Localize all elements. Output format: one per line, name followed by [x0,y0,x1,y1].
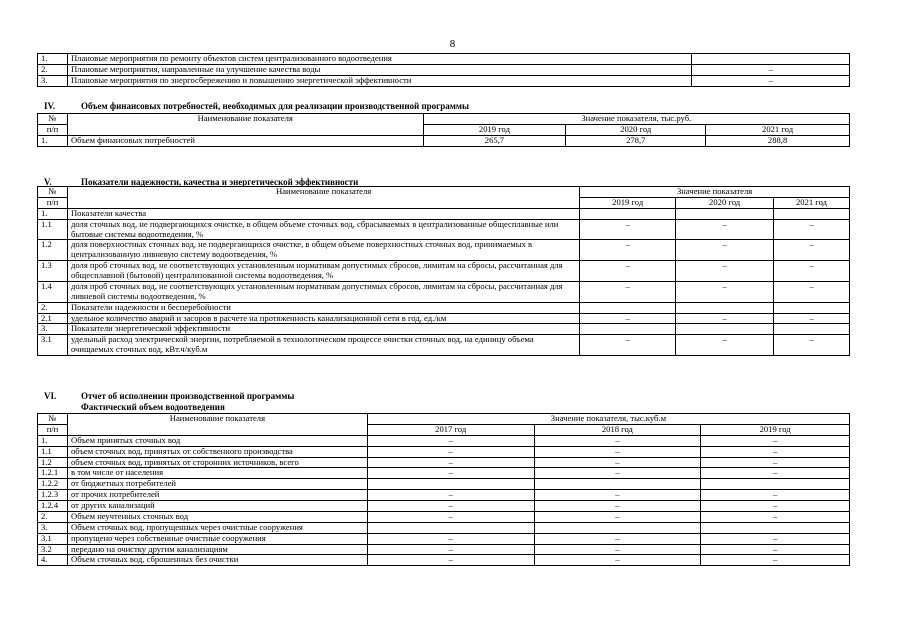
row-value: – [676,313,774,324]
row-value: – [774,219,850,240]
row-number: 1.1 [38,219,68,240]
row-value: – [534,468,701,479]
row-value: – [534,533,701,544]
row-label: в том числе от населения [67,468,367,479]
row-value: – [701,468,850,479]
row-label: доля сточных вод, не подвергающихся очистке, в общем объеме сточных вод, сбрасываемых в централизованные общесплавные или бытовые системы водоотведения, % [67,219,579,240]
row-value [534,479,701,490]
year-header: 2021 год [774,197,850,208]
section-4-number: IV. [44,101,56,111]
header-value: Значение показателя, тыс.куб.м [367,414,849,425]
row-value: – [676,335,774,356]
header-name: Наименование показателя [67,187,579,209]
year-header: 2019 год [423,124,566,135]
row-label: доля проб сточных вод, не соответствующих установленным нормативам допустимых сбросов, лимитам на сбросы, рассчитанная для общесплавной (бытовой) централизованной системы водоотведения, % [67,261,579,282]
row-number: 1.2.1 [38,468,68,479]
row-value: – [367,533,534,544]
row-label: Объем сточных вод, пропущенных через очистные сооружения [67,522,367,533]
row-label: Объем финансовых потребностей [67,135,423,146]
row-label: Плановые мероприятия, направленные на улучшение качества воды [67,64,691,75]
row-value: – [367,555,534,566]
row-number: 1.2.2 [38,479,68,490]
row-value: – [701,555,850,566]
row-label: от бюджетных потребителей [67,479,367,490]
section-6-heading [44,391,294,401]
header-num: № [38,187,68,198]
year-header: 2021 год [706,124,850,135]
header-num-2: п/п [38,124,68,135]
row-value: – [580,240,676,261]
table-row [38,501,850,512]
row-value [367,479,534,490]
year-header: 2019 год [701,424,850,435]
row-number: 3.1 [38,335,68,356]
row-number: 1.1 [38,446,68,457]
row-value: – [367,501,534,512]
table-row [38,208,850,219]
row-value: – [580,335,676,356]
row-number: 1. [38,208,68,219]
table-row [38,468,850,479]
row-label: Объем неучтенных сточных вод [67,511,367,522]
row-label: от других канализаций [67,501,367,512]
row-value: – [367,457,534,468]
row-label: удельный расход электрической энергии, потребляемой в технологическом процессе очистки сточных вод, на единицу объема очищаемых сточных вод, кВт.ч/куб.м [67,335,579,356]
row-value: – [367,435,534,446]
section-5-title: Показатели надежности, качества и энергетической эффективности [81,177,359,187]
table-row [38,435,850,446]
row-value: – [534,435,701,446]
year-header: 2019 год [580,197,676,208]
row-value: – [534,544,701,555]
empty-cell [676,324,774,335]
row-value: – [534,501,701,512]
empty-cell [774,302,850,313]
row-label: передано на очистку другим канализациям [67,544,367,555]
row-value: – [701,490,850,501]
row-number: 1.2.4 [38,501,68,512]
row-value [534,522,701,533]
row-number: 2. [38,511,68,522]
row-value: – [774,240,850,261]
row-value: – [534,555,701,566]
row-value: – [534,446,701,457]
header-num-2: п/п [38,424,68,435]
page-number: 8 [449,38,456,50]
row-number: 3.1 [38,533,68,544]
table-row [38,544,850,555]
header-num-2: п/п [38,197,68,208]
table-row [38,75,850,86]
table-row [38,490,850,501]
header-name: Наименование показателя [67,114,423,136]
empty-cell [774,324,850,335]
row-label: объем сточных вод, принятых от сторонних источников, всего [67,457,367,468]
year-header: 2017 год [367,424,534,435]
row-number: 1. [38,54,68,65]
row-value: – [701,446,850,457]
row-value: – [774,335,850,356]
row-value: 265,7 [423,135,566,146]
table-row [38,555,850,566]
table-row [38,281,850,302]
table-row [38,219,850,240]
row-value: – [692,75,850,86]
row-value: – [534,457,701,468]
table-row [38,135,850,146]
row-number: 3. [38,324,68,335]
row-number: 3. [38,75,68,86]
section-5-number: V. [44,177,52,187]
empty-cell [580,324,676,335]
row-label: доля проб сточных вод, не соответствующих установленным нормативам допустимых сбросов, лимитам на сбросы, рассчитанная для ливневой системы водоотведения, % [67,281,579,302]
table-row [38,313,850,324]
row-label: Плановые мероприятия по ремонту объектов систем централизованного водоотведения [67,54,691,65]
table-row [38,533,850,544]
row-value: – [580,219,676,240]
empty-cell [580,302,676,313]
row-value: – [774,281,850,302]
row-value: – [701,457,850,468]
row-value: – [701,501,850,512]
section-6-number: VI. [44,391,57,401]
row-number: 2. [38,64,68,75]
row-value [692,54,850,65]
row-value [701,522,850,533]
row-value: – [367,544,534,555]
header-value: Значение показателя, тыс.руб. [423,114,849,125]
row-label: Показатели энергетической эффективности [67,324,579,335]
section-6-title: Отчет об исполнении производственной программы [81,391,295,401]
table-row [38,324,850,335]
row-number: 1. [38,435,68,446]
financial-needs-table [37,113,850,147]
row-value: – [676,240,774,261]
row-value: 288,8 [706,135,850,146]
section-6-subtitle: Фактический объем водоотведения [81,402,225,412]
row-value: – [367,446,534,457]
empty-cell [774,208,850,219]
row-value: – [534,490,701,501]
row-value: – [701,435,850,446]
section-4-heading [44,101,469,111]
header-num: № [38,414,68,425]
table-row [38,511,850,522]
table-row [38,446,850,457]
table-row [38,522,850,533]
table-row [38,302,850,313]
row-value: – [701,533,850,544]
row-value: – [774,261,850,282]
wastewater-volume-table [37,413,850,566]
row-number: 4. [38,555,68,566]
row-value: 278,7 [566,135,706,146]
row-value: – [692,64,850,75]
row-label: Объем принятых сточных вод [67,435,367,446]
row-number: 3.2 [38,544,68,555]
empty-cell [676,302,774,313]
row-value: – [367,468,534,479]
year-header: 2020 год [676,197,774,208]
row-value: – [676,219,774,240]
planned-measures-table [37,53,850,87]
row-number: 1.2.3 [38,490,68,501]
row-label: Объем сточных вод, сброшенных без очистки [67,555,367,566]
row-value: – [701,544,850,555]
row-value: – [534,511,701,522]
table-row [38,261,850,282]
row-value: – [367,511,534,522]
row-value [701,479,850,490]
row-number: 2. [38,302,68,313]
table-row [38,457,850,468]
empty-cell [676,208,774,219]
row-value: – [774,313,850,324]
row-label: Плановые мероприятия по энергосбережению и повышению энергетической эффективности [67,75,691,86]
row-label: пропущено через собственные очистные сооружения [67,533,367,544]
empty-cell [580,208,676,219]
row-number: 2.1 [38,313,68,324]
table-row [38,335,850,356]
row-value: – [367,490,534,501]
header-name: Наименование показателя [67,414,367,436]
row-value: – [580,313,676,324]
row-label: удельное количество аварий и засоров в расчете на протяженность канализационной сети в год, ед./км [67,313,579,324]
row-value: – [676,281,774,302]
row-label: доля поверхностных сточных вод, не подвергающихся очистке, в общем объеме поверхностных сточных вод, принимаемых в централизованную ливневую систему водоотведения, % [67,240,579,261]
header-value: Значение показателя [580,187,850,198]
row-value: – [580,281,676,302]
table-row [38,64,850,75]
table-row [38,54,850,65]
row-number: 1.2 [38,240,68,261]
row-label: Показатели надежности и бесперебойности [67,302,579,313]
row-value: – [580,261,676,282]
row-number: 1.4 [38,281,68,302]
row-number: 1. [38,135,68,146]
header-num: № [38,114,68,125]
reliability-table [37,186,850,356]
row-number: 3. [38,522,68,533]
row-number: 1.3 [38,261,68,282]
row-value: – [701,511,850,522]
row-value: – [676,261,774,282]
year-header: 2020 год [566,124,706,135]
row-label: Показатели качества [67,208,579,219]
row-number: 1.2 [38,457,68,468]
year-header: 2018 год [534,424,701,435]
section-4-title: Объем финансовых потребностей, необходимых для реализации производственной программы [81,101,470,111]
table-row [38,240,850,261]
row-value [367,522,534,533]
table-row [38,479,850,490]
row-label: от прочих потребителей [67,490,367,501]
row-label: объем сточных вод, принятых от собственного производства [67,446,367,457]
